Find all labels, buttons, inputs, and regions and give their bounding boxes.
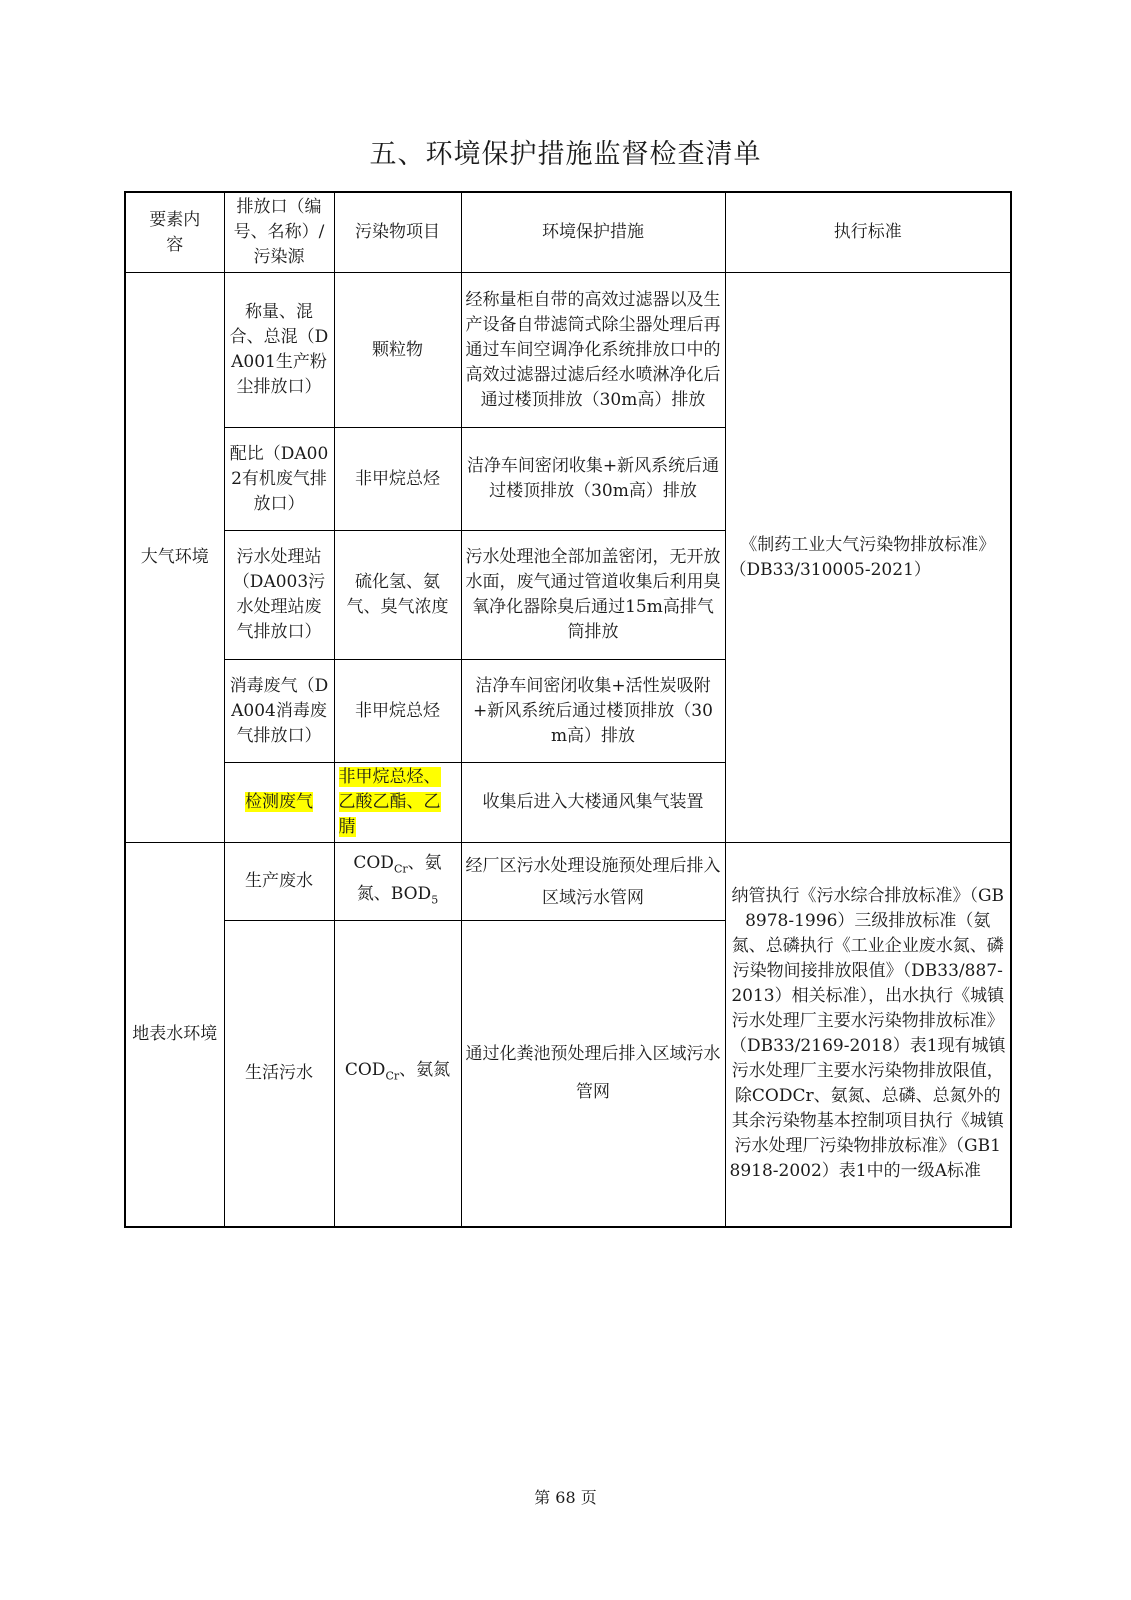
pollutant-cell: 硫化氢、氨气、臭气浓度 (334, 531, 461, 660)
standard-surface-water: 纳管执行《污水综合排放标准》（GB8978-1996）三级排放标准（氨氮、总磷执行《工业企业废水氮、磷污染物间接排放限值》（DB33/887-2013）相关标准），出水执行《城镇污水处理厂主要水污染物排放标准》（DB33/2169-2018）表1现有城镇污水处理厂主要水污染物排放限值，除CODCr、氨氮、总磷、总氮外的其余污染物基本控制项目执行《城镇污水处理厂污染物排放标准》（GB18918-2002）表1中的一级A标准 (725, 843, 1011, 1227)
highlighted-text: 检测废气 (245, 792, 313, 812)
standard-air: 《制药工业大气污染物排放标准》（DB33/310005-2021） (725, 273, 1011, 843)
header-standard: 执行标准 (725, 192, 1011, 273)
outlet-cell: 称量、混合、总混（DA001生产粉尘排放口） (224, 273, 334, 428)
outlet-cell: 消毒废气（DA004消毒废气排放口） (224, 660, 334, 763)
outlet-cell: 生产废水 (224, 843, 334, 921)
table-row (125, 273, 1011, 428)
measure-cell: 洁净车间密闭收集+活性炭吸附+新风系统后通过楼顶排放（30m高）排放 (461, 660, 725, 763)
pollutant-cell: 非甲烷总烃 (334, 428, 461, 531)
table-header-row (125, 192, 1011, 273)
supervision-checklist-table (124, 191, 1012, 1228)
outlet-cell: 污水处理站（DA003污水处理站废气排放口） (224, 531, 334, 660)
measure-cell: 收集后进入大楼通风集气装置 (461, 763, 725, 843)
page-number: 第 68 页 (534, 1488, 597, 1507)
pollutant-cell: 颗粒物 (334, 273, 461, 428)
header-measure: 环境保护措施 (461, 192, 725, 273)
measure-cell: 经厂区污水处理设施预处理后排入区域污水管网 (461, 843, 725, 921)
category-air: 大气环境 (125, 273, 224, 843)
pollutant-cell: $COD_{Cr}$、氨氮 (334, 921, 461, 1227)
category-surface-water: 地表水环境 (125, 843, 224, 1227)
header-element: 要素内容 (125, 192, 224, 273)
measure-cell: 洁净车间密闭收集+新风系统后通过楼顶排放（30m高）排放 (461, 428, 725, 531)
pollutant-cell (334, 763, 461, 843)
outlet-cell (224, 763, 334, 843)
measure-cell: 经称量柜自带的高效过滤器以及生产设备自带滤筒式除尘器处理后再通过车间空调净化系统排放口中的高效过滤器过滤后经水喷淋净化后通过楼顶排放（30m高）排放 (461, 273, 725, 428)
header-outlet: 排放口（编号、名称）/污染源 (224, 192, 334, 273)
measure-cell: 通过化粪池预处理后排入区域污水管网 (461, 921, 725, 1227)
pollutant-cell: 非甲烷总烃 (334, 660, 461, 763)
header-pollutant: 污染物项目 (334, 192, 461, 273)
outlet-cell: 生活污水 (224, 921, 334, 1227)
outlet-cell: 配比（DA002有机废气排放口） (224, 428, 334, 531)
table-row (125, 843, 1011, 921)
highlighted-text: 非甲烷总烃、乙酸乙酯、乙腈 (338, 767, 441, 837)
page-title: 五、环境保护措施监督检查清单 (369, 139, 762, 170)
measure-cell: 污水处理池全部加盖密闭，无开放水面，废气通过管道收集后利用臭氧净化器除臭后通过15m高排气筒排放 (461, 531, 725, 660)
pollutant-cell: $COD_{Cr}$、氨氮、$BOD_5$ (334, 843, 461, 921)
